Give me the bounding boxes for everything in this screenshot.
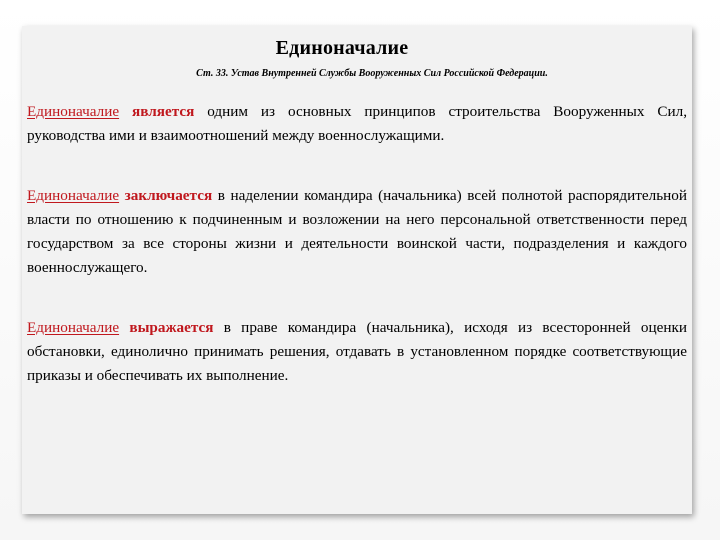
paragraph-2-keyword: Единоначалие <box>27 187 120 204</box>
paragraph-1-verb: является <box>132 103 195 120</box>
slide <box>22 26 692 514</box>
slide-title: Единоначалие <box>275 37 409 59</box>
paragraph-3-verb: выражается <box>129 319 214 336</box>
paragraph-2 <box>27 184 687 280</box>
slide-subtitle: Ст. 33. Устав Внутренней Службы Вооруженных Сил Российской Федерации. <box>196 68 548 79</box>
paragraph-1 <box>27 100 687 148</box>
paragraph-2-text: в наделении командира (начальника) всей полнотой распорядительной власти по отношению к подчиненным и возложении на него персональной ответственности перед государством за все стороны жизни и деятельности воинской части, подразделения и каждого военнослужащего. <box>27 187 687 276</box>
paragraph-3-keyword: Единоначалие <box>27 319 120 336</box>
paragraph-3-text: в праве командира (начальника), исходя из всесторонней оценки обстановки, единолично принимать решения, отдавать в установленном порядке соответствующие приказы и обеспечивать их выполнение. <box>27 319 687 384</box>
paragraph-1-text: одним из основных принципов строительства Вооруженных Сил, руководства ими и взаимоотношений между военнослужащими. <box>27 103 688 144</box>
paragraph-2-verb: заключается <box>124 187 213 204</box>
paragraph-3 <box>27 316 687 388</box>
paragraph-1-keyword: Единоначалие <box>27 103 120 120</box>
